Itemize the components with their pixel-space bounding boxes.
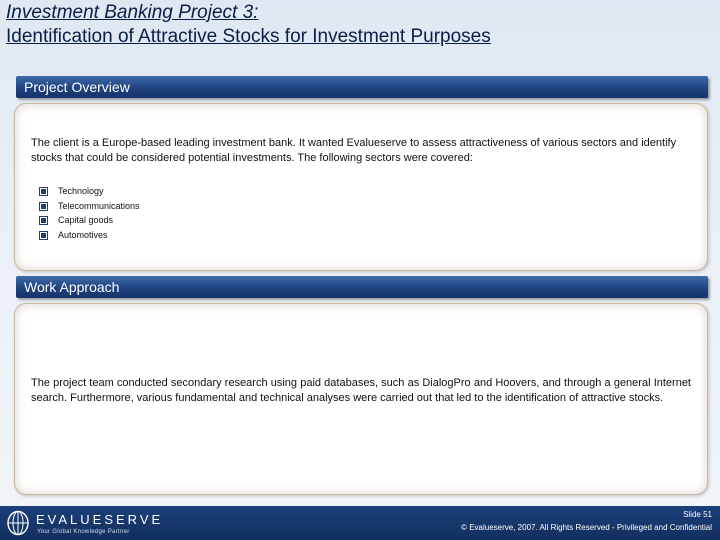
sector-label: Telecommunications	[58, 200, 140, 211]
bullet-icon	[39, 187, 48, 196]
sector-list	[39, 184, 140, 242]
logo-tagline: Your Global Knowledge Partner	[37, 529, 130, 535]
list-item	[39, 199, 140, 214]
overview-section-header	[16, 76, 708, 98]
overview-panel	[14, 103, 708, 271]
footer-bar	[0, 506, 720, 540]
slide-number: Slide 51	[683, 510, 712, 519]
approach-heading: Work Approach	[24, 279, 120, 295]
title-line-2: Identification of Attractive Stocks for Investment Purposes	[6, 26, 491, 47]
approach-panel	[14, 303, 708, 495]
bullet-icon	[39, 202, 48, 211]
logo-wordmark: EVALUESERVE	[36, 512, 164, 527]
evalueserve-logo-icon	[6, 510, 30, 536]
overview-intro: The client is a Europe-based leading investment bank. It wanted Evalueserve to assess attractiveness of various sectors and identify stocks that could be considered potential investments. The following sectors were covered:	[31, 137, 677, 164]
list-item	[39, 184, 140, 199]
sector-label: Automotives	[58, 229, 108, 240]
sector-label: Capital goods	[58, 215, 114, 225]
copyright-notice: © Evalueserve, 2007. All Rights Reserved - Privileged and Confidential	[461, 523, 712, 532]
overview-heading: Project Overview	[24, 79, 130, 95]
list-item	[39, 228, 140, 243]
bullet-icon	[39, 216, 48, 225]
bullet-icon	[39, 231, 48, 240]
approach-text: The project team conducted secondary research using paid databases, such as DialogPro and Hoovers, and through a general Internet search. Furthermore, various fundamental and technical analyses were carried out that led to the identification of attractive stocks.	[31, 377, 691, 404]
list-item	[39, 213, 140, 228]
approach-section-header	[16, 276, 708, 298]
sector-label: Technology	[58, 186, 104, 196]
title-line-1: Investment Banking Project 3:	[6, 2, 259, 23]
slide-title	[6, 2, 714, 48]
